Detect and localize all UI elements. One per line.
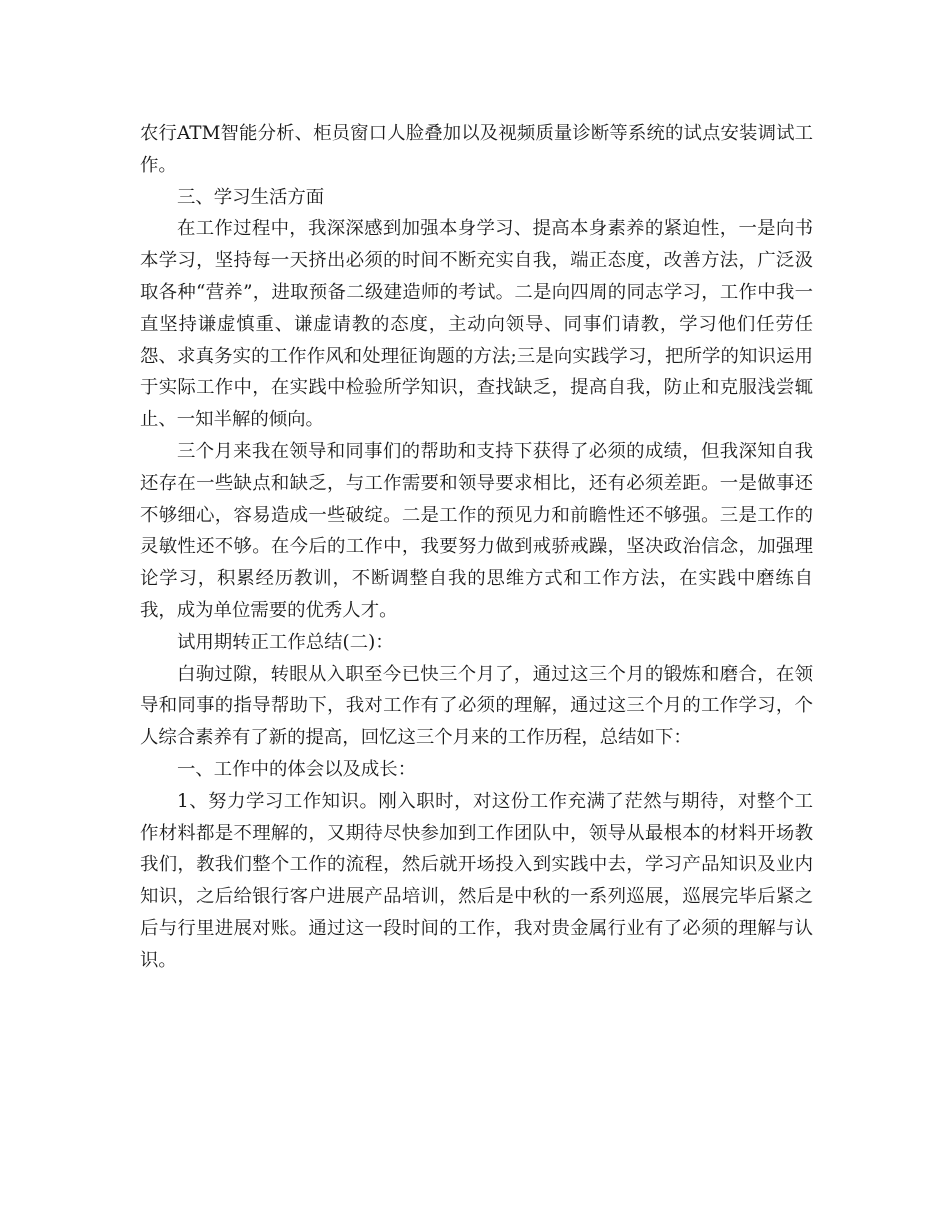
section-heading-experience: 一、工作中的体会以及成长： [177, 758, 417, 780]
section-title-summary-two: 试用期转正工作总结(二)： [177, 631, 394, 653]
paragraph-continuation: 农行ATM智能分析、柜员窗口人脸叠加以及视频质量诊断等系统的试点安装调试工作。 [140, 123, 813, 176]
paragraph-study: 在工作过程中，我深深感到加强本身学习、提高本身素养的紧迫性，一是向书本学习，坚持每一天挤出必须的时间不断充实自我，端正态度，改善方法，广泛汲取各种“营养”，进取预备二级建造师的考试。二是向四周的同志学习，工作中我一直坚持谦虚慎重、谦虚请教的态度，主动向领导、同事们请教，学习他们任劳任怨、求真务实的工作作风和处理征询题的方法;三是向实践学习，把所学的知识运用于实际工作中，在实践中检验所学知识，查找缺乏，提高自我，防止和克服浅尝辄止、一知半解的倾向。 [140, 218, 813, 431]
paragraph-shortcomings: 三个月来我在领导和同事们的帮助和支持下获得了必须的成绩，但我深知自我还存在一些缺点和缺乏，与工作需要和领导要求相比，还有必须差距。一是做事还不够细心，容易造成一些破绽。二是工作的预见力和前瞻性还不够强。三是工作的灵敏性还不够。在今后的工作中，我要努力做到戒骄戒躁，坚决政治信念，加强理论学习，积累经历教训，不断调整自我的思维方式和工作方法，在实践中磨练自我，成为单位需要的优秀人才。 [140, 440, 813, 621]
paragraph-intro: 白驹过隙，转眼从入职至今已快三个月了，通过这三个月的锻炼和磨合，在领导和同事的指导帮助下，我对工作有了必须的理解，通过这三个月的工作学习，个人综合素养有了新的提高，回忆这三个月来的工作历程，总结如下： [140, 663, 813, 749]
paragraph-learning: 1、努力学习工作知识。刚入职时，对这份工作充满了茫然与期待，对整个工作材料都是不理解的，又期待尽快参加到工作团队中，领导从最根本的材料开场教我们，教我们整个工作的流程，然后就开场投入到实践中去，学习产品知识及业内知识，之后给银行客户进展产品培训，然后是中秋的一系列巡展，巡展完毕后紧之后与行里进展对账。通过这一段时间的工作，我对贵金属行业有了必须的理解与认识。 [140, 790, 813, 971]
document-body [140, 118, 813, 977]
section-heading-study-life: 三、学习生活方面 [177, 186, 325, 208]
